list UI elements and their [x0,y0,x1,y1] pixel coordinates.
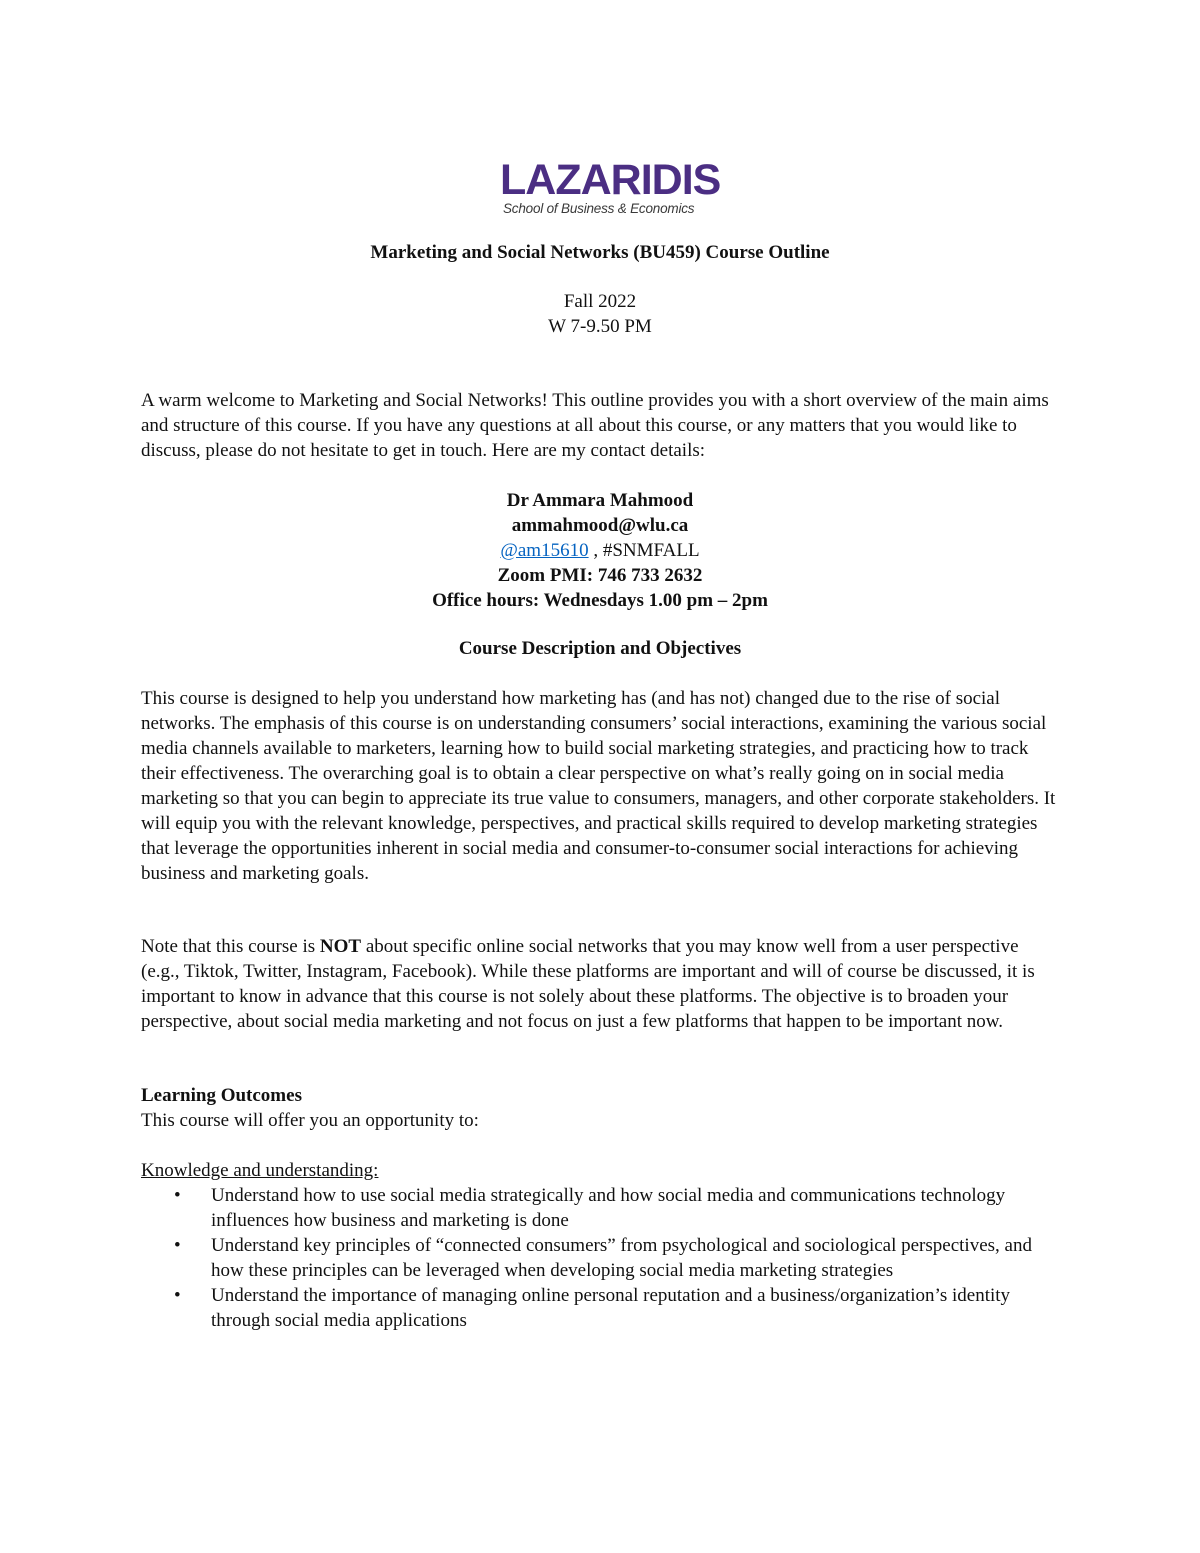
instructor-email: ammahmood@wlu.ca [511,515,689,536]
contact-details [140,488,1060,613]
twitter-handle-link[interactable]: @am15610 [500,540,589,561]
list-item-text: Understand the importance of managing online personal reputation and a business/organization’s identity through social media applications [211,1285,1011,1331]
course-term: Fall 2022 [563,291,637,312]
zoom-pmi: Zoom PMI: 746 733 2632 [497,565,703,586]
list-item-text: Understand how to use social media strategically and how social media and communications technology influences how business and marketing is done [211,1185,1006,1231]
knowledge-list [141,1183,1061,1333]
learning-outcomes-heading: Learning Outcomes [141,1085,302,1106]
note-text-before: Note that this course is [141,936,320,957]
description-heading: Course Description and Objectives [458,638,742,659]
intro-paragraph: A warm welcome to Marketing and Social Networks! This outline provides you with a short overview of the main aims and structure of this course. If you have any questions at all about this course, or any matters that you would like to discuss, please do not hesitate to get in touch. Here are my contact details: [141,390,1049,461]
knowledge-heading: Knowledge and understanding: [141,1160,379,1181]
list-item-text: Understand key principles of “connected consumers” from psychological and sociological perspectives, and how these principles can be leveraged when developing social media marketing strategies [211,1235,1032,1281]
list-item [141,1183,1061,1233]
note-paragraph [141,934,1061,1034]
instructor-name: Dr Ammara Mahmood [506,490,694,511]
course-title: Marketing and Social Networks (BU459) Course Outline [370,242,830,263]
office-hours: Office hours: Wednesdays 1.00 pm – 2pm [432,590,768,611]
bullet-icon: • [174,1285,181,1306]
list-item [141,1233,1061,1283]
hashtag: , #SNMFALL [588,540,700,561]
logo-subtitle: School of Business & Economics [503,201,695,216]
social-handles [140,538,1060,563]
learning-outcomes-intro: This course will offer you an opportunity to: [141,1110,479,1131]
learning-outcomes-section [141,1083,1061,1133]
note-text-after: about specific online social networks that you may know well from a user perspective (e.g., Tiktok, Twitter, Instagram, Facebook). While these platforms are important and will of course be discussed, it is important to know in advance that this course is not solely about these platforms. The objective is to broaden your perspective, about social media marketing and not focus on just a few platforms that happen to be important now. [141,936,1035,1032]
bullet-icon: • [174,1235,181,1256]
note-emphasis: NOT [319,936,362,957]
knowledge-understanding-section [141,1158,1061,1333]
description-paragraph: This course is designed to help you understand how marketing has (and has not) changed due to the rise of social networks. The emphasis of this course is on understanding consumers’ social interactions, examining the various social media channels available to marketers, learning how to build social marketing strategies, and practicing how to track their effectiveness. The overarching goal is to obtain a clear perspective on what’s really going on in social media marketing so that you can begin to appreciate its true value to consumers, managers, and other corporate stakeholders. It will equip you with the relevant knowledge, perspectives, and practical skills required to develop marketing strategies that leverage the opportunities inherent in social media and consumer-to-consumer social interactions for achieving business and marketing goals. [141,688,1056,884]
lazaridis-logo [500,156,721,220]
course-time: W 7-9.50 PM [548,316,652,337]
list-item [141,1283,1061,1333]
bullet-icon: • [174,1185,181,1206]
logo-wordmark: LAZARIDIS [500,156,721,204]
